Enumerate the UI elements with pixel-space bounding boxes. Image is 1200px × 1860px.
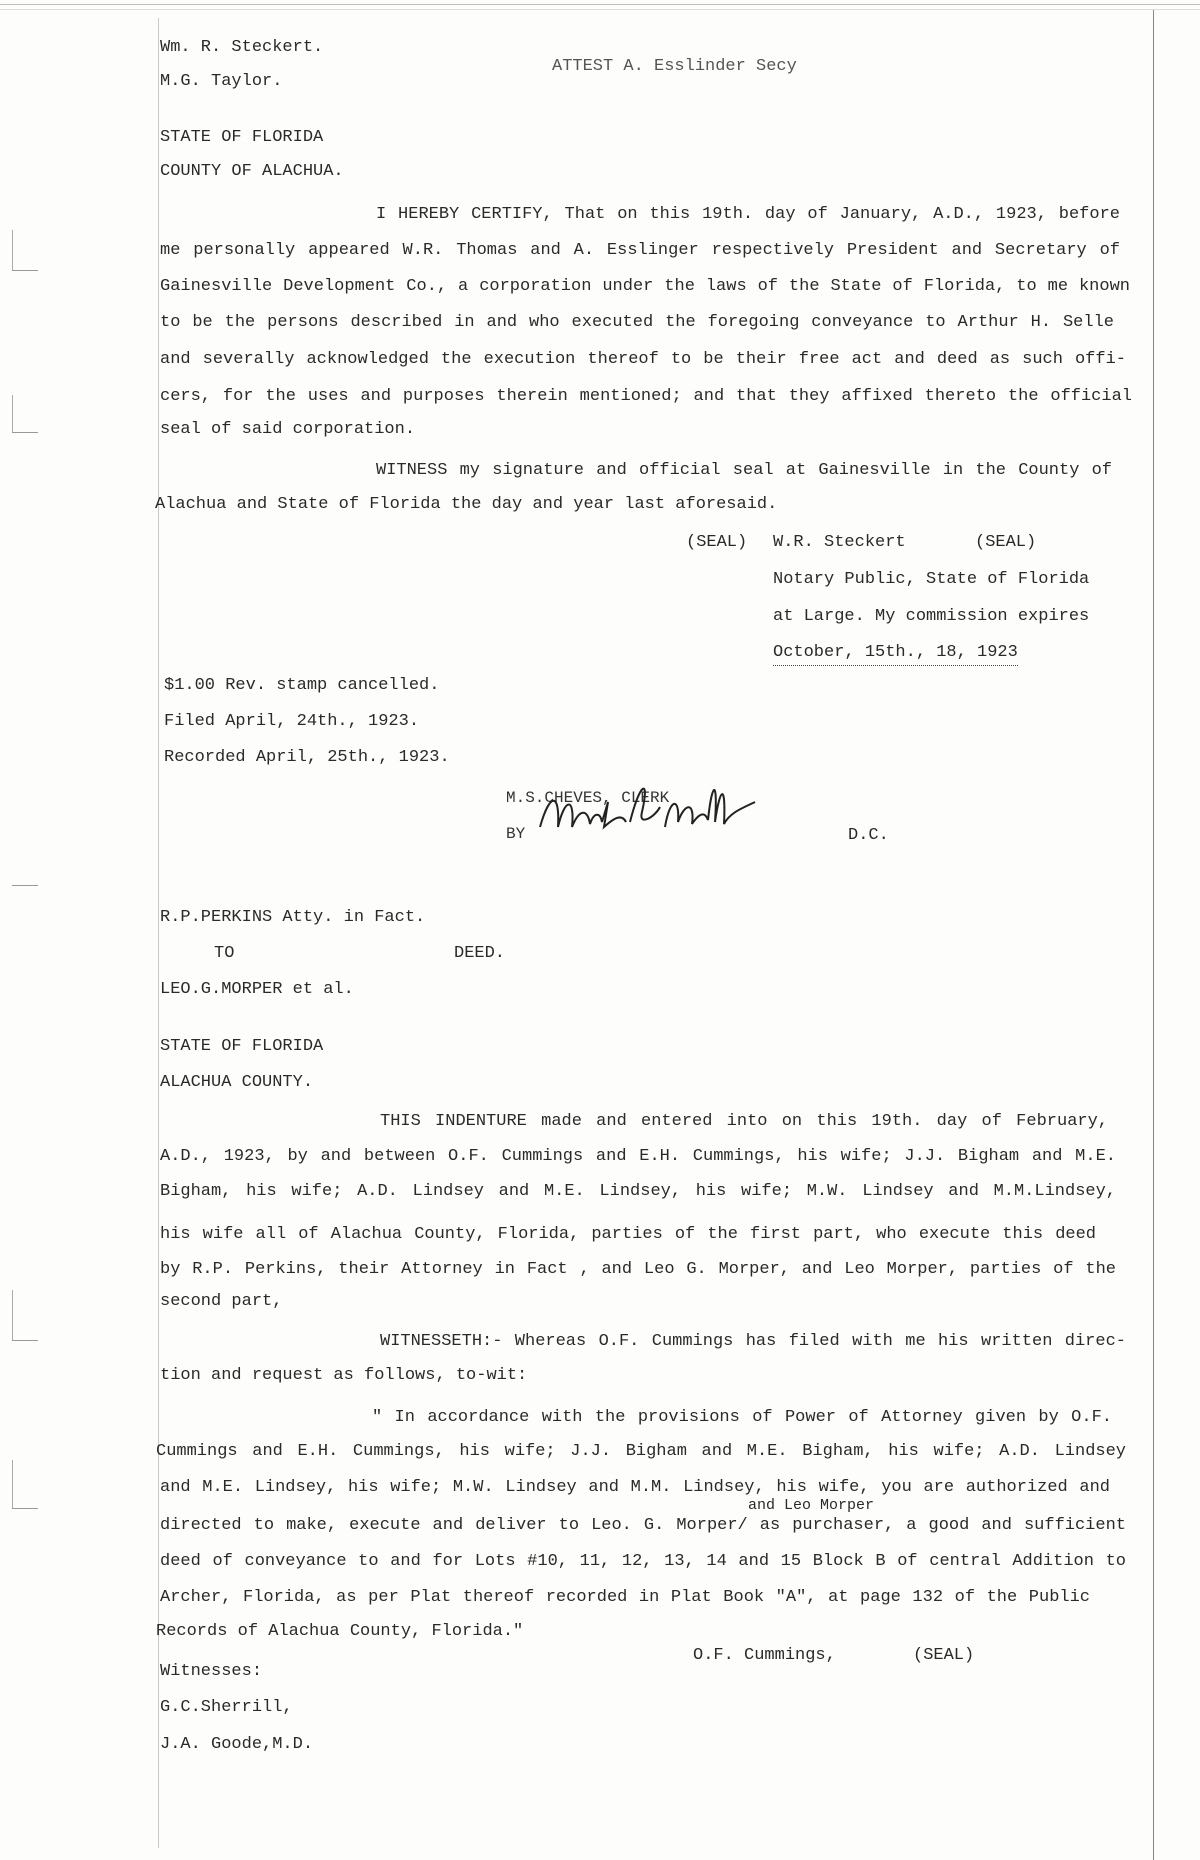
deed-county: ALACHUA COUNTY. <box>160 1073 314 1092</box>
ack-line: cers, for the uses and purposes therein mentioned; and that they affixed thereto the official <box>160 387 1132 406</box>
witness-2: J.A. Goode,M.D. <box>160 1735 314 1754</box>
top-edge-line <box>0 4 1200 5</box>
margin-mark <box>12 270 38 271</box>
witness-line: Alachua and State of Florida the day and year last aforesaid. <box>155 495 778 514</box>
indenture-line: A.D., 1923, by and between O.F. Cummings and E.H. Cummings, his wife; J.J. Bigham and M.E. <box>160 1147 1116 1166</box>
deed-grantor: R.P.PERKINS Atty. in Fact. <box>160 908 426 927</box>
quote-seal: (SEAL) <box>913 1646 975 1665</box>
notary-name: W.R. Steckert <box>773 533 906 552</box>
filed-date: Filed April, 24th., 1923. <box>164 712 420 731</box>
ack-state: STATE OF FLORIDA <box>160 128 324 147</box>
quote-signer: O.F. Cummings, <box>693 1646 836 1665</box>
ack-line: me personally appeared W.R. Thomas and A. Esslinger respectively President and Secretary of <box>160 241 1120 260</box>
margin-mark <box>12 1460 13 1508</box>
ack-line: and severally acknowledged the execution thereof to be their free act and deed as such offi- <box>160 350 1126 369</box>
witness-1: G.C.Sherrill, <box>160 1698 293 1717</box>
deed-type: DEED. <box>454 944 506 963</box>
margin-mark <box>12 1508 38 1509</box>
margin-mark <box>12 432 38 433</box>
recorded-date: Recorded April, 25th., 1923. <box>164 748 450 767</box>
clerk-stamp: M.S.CHEVES, CLERK <box>506 789 670 807</box>
notary-line: at Large. My commission expires <box>773 607 1090 626</box>
ack-line: to be the persons described in and who executed the foregoing conveyance to Arthur H. Selle <box>160 313 1114 332</box>
dc-label: D.C. <box>848 826 889 845</box>
signer-1: Wm. R. Steckert. <box>160 38 324 57</box>
deed-grantee: LEO.G.MORPER et al. <box>160 980 354 999</box>
ack-county: COUNTY OF ALACHUA. <box>160 162 344 181</box>
margin-mark <box>12 885 38 886</box>
margin-mark <box>12 230 13 270</box>
notary-line: Notary Public, State of Florida <box>773 570 1090 589</box>
seal-left: (SEAL) <box>686 533 748 552</box>
left-margin-rule <box>158 18 159 1848</box>
indenture-line: Bigham, his wife; A.D. Lindsey and M.E. Lindsey, his wife; M.W. Lindsey and M.M.Lindsey, <box>160 1182 1116 1201</box>
quote-line: deed of conveyance to and for Lots #10, 11, 12, 13, 14 and 15 Block B of central Addition to <box>160 1552 1126 1571</box>
indenture-line: his wife all of Alachua County, Florida, parties of the first part, who execute this deed <box>160 1225 1096 1244</box>
interlineation: and Leo Morper <box>748 1497 875 1514</box>
clerk-signature <box>530 772 780 842</box>
signer-2: M.G. Taylor. <box>160 72 283 91</box>
ack-line: seal of said corporation. <box>160 420 416 439</box>
clerk-by: BY <box>506 825 526 843</box>
indenture-line: THIS INDENTURE made and entered into on this 19th. day of February, <box>380 1112 1108 1131</box>
witnesses-label: Witnesses: <box>160 1662 263 1681</box>
top-edge-line-2 <box>0 9 1200 10</box>
witnesseth-line: tion and request as follows, to-wit: <box>160 1366 528 1385</box>
margin-mark <box>12 1340 38 1341</box>
quote-line: Archer, Florida, as per Plat thereof recorded in Plat Book "A", at page 132 of the Public <box>160 1588 1090 1607</box>
quote-line: " In accordance with the provisions of Power of Attorney given by O.F. <box>372 1408 1112 1427</box>
margin-mark <box>12 1290 13 1340</box>
right-edge-line <box>1153 10 1154 1860</box>
witness-line: WITNESS my signature and official seal at Gainesville in the County of <box>376 461 1112 480</box>
ack-line: Gainesville Development Co., a corporation under the laws of the State of Florida, to me known <box>160 277 1130 296</box>
deed-state: STATE OF FLORIDA <box>160 1037 324 1056</box>
quote-line: Cummings and E.H. Cummings, his wife; J.J. Bigham and M.E. Bigham, his wife; A.D. Lindsey <box>156 1442 1126 1461</box>
deed-to: TO <box>214 944 235 963</box>
rev-stamp: $1.00 Rev. stamp cancelled. <box>164 676 440 695</box>
notary-line: October, 15th., 18, 1923 <box>773 643 1018 666</box>
witnesseth-line: WITNESSETH:- Whereas O.F. Cummings has filed with me his written direc- <box>380 1332 1126 1351</box>
indenture-line: second part, <box>160 1292 283 1311</box>
seal-right: (SEAL) <box>975 533 1037 552</box>
margin-mark <box>12 395 13 433</box>
indenture-line: by R.P. Perkins, their Attorney in Fact , and Leo G. Morper, and Leo Morper, parties of the <box>160 1260 1116 1279</box>
ack-line: I HEREBY CERTIFY, That on this 19th. day of January, A.D., 1923, before <box>376 205 1120 224</box>
quote-line: directed to make, execute and deliver to Leo. G. Morper/ as purchaser, a good and sufficient <box>160 1516 1126 1535</box>
quote-line: and M.E. Lindsey, his wife; M.W. Lindsey and M.M. Lindsey, his wife, you are authorized and <box>160 1478 1110 1497</box>
quote-line: Records of Alachua County, Florida." <box>156 1622 524 1641</box>
attest-line: ATTEST A. Esslinder Secy <box>552 57 797 76</box>
